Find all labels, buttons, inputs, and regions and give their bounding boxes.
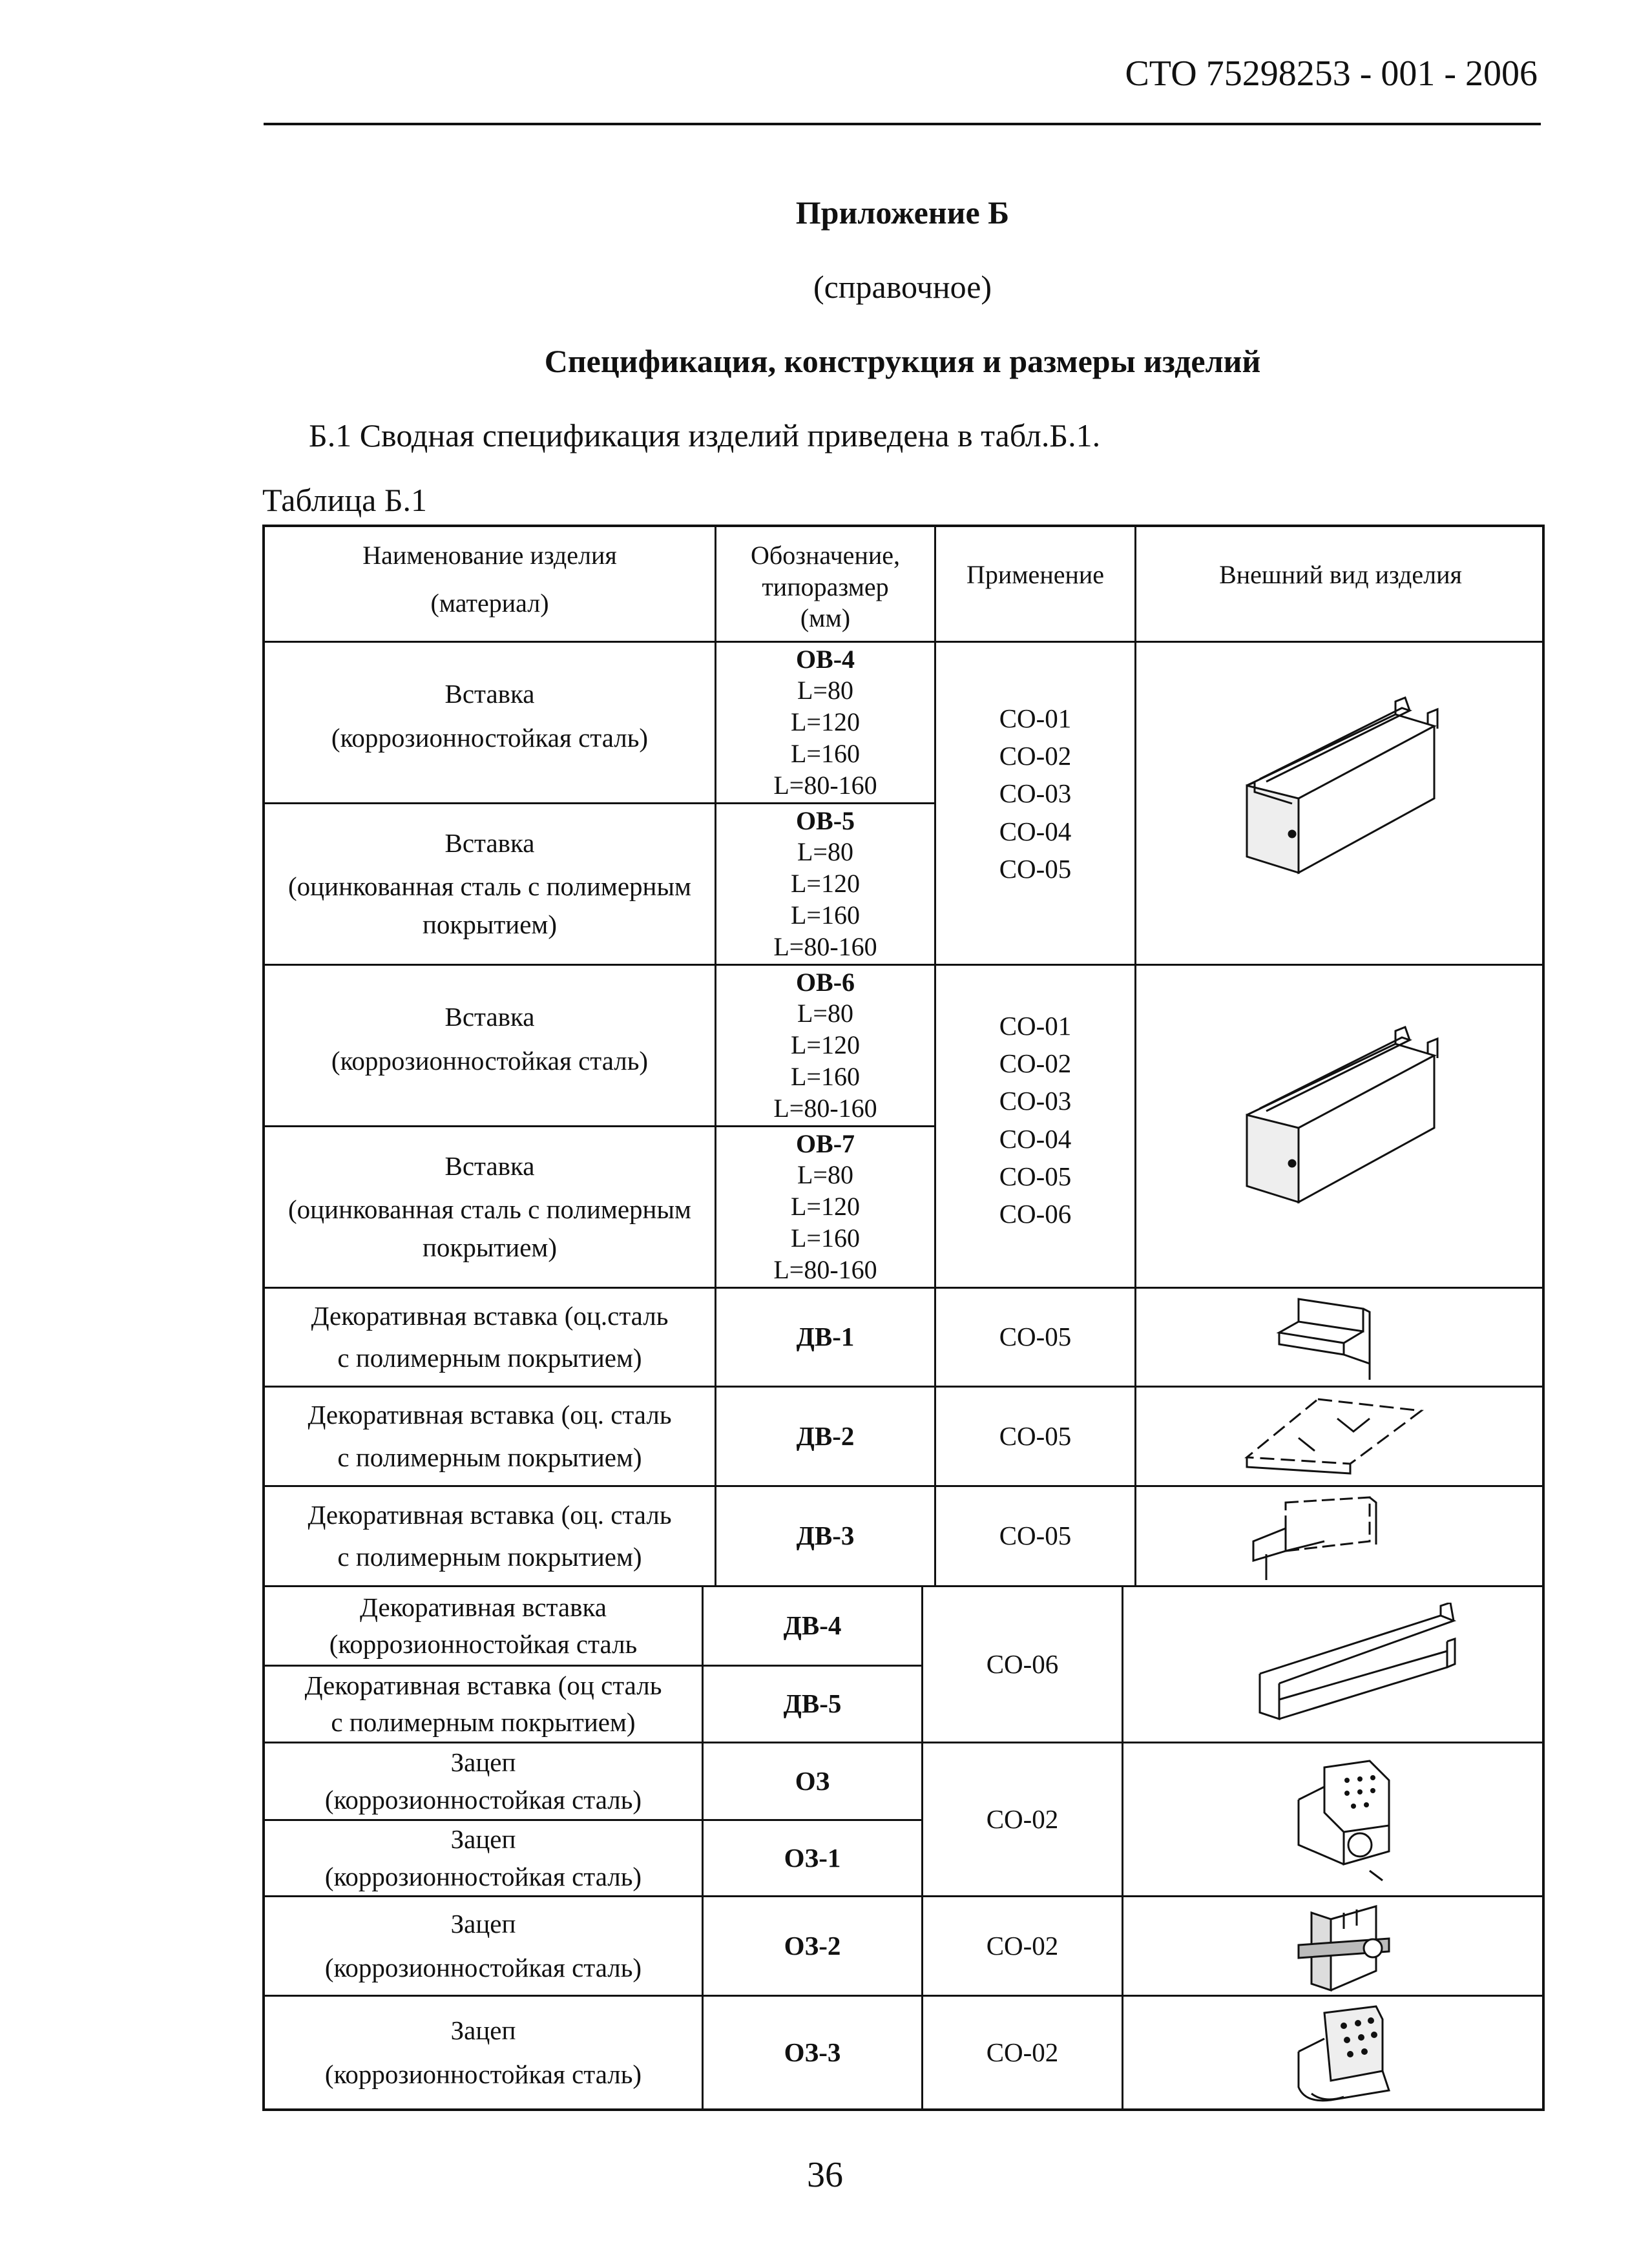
- table-row-dv1-code: ДВ-1: [796, 1322, 855, 1352]
- table-row-ov7-name: [265, 1127, 715, 1287]
- item-name: Зацеп: [450, 2015, 516, 2046]
- table-row-dv4-code: ДВ-4: [783, 1610, 842, 1641]
- document-code: СТО 75298253 - 001 - 2006: [1125, 54, 1538, 94]
- table-row-oz-code: ОЗ: [795, 1765, 830, 1796]
- table-row-ov7-code: [716, 1127, 934, 1287]
- application-code: СО-02: [999, 1048, 1072, 1079]
- item-size: L=160: [791, 1061, 860, 1091]
- application-oz-oz1: СО-02: [986, 1804, 1059, 1834]
- hook-oz2-image: [1292, 1900, 1395, 1993]
- col-divider: [1122, 1585, 1123, 2108]
- item-name: Декоративная вставка (оц сталь: [304, 1670, 662, 1700]
- item-material: (коррозионностойкая сталь): [324, 1861, 642, 1891]
- item-size: L=120: [791, 1030, 860, 1060]
- application-code: СО-04: [999, 1123, 1072, 1154]
- item-size: L=80: [797, 999, 853, 1028]
- table-caption: Таблица Б.1: [262, 482, 428, 518]
- item-size: L=120: [791, 869, 860, 899]
- table-row-ov6-name: [265, 966, 715, 1125]
- application-code: СО-05: [999, 853, 1072, 884]
- item-material: с полимерным покрытием): [337, 1542, 642, 1572]
- table-row-oz3-application: СО-02: [986, 2037, 1059, 2067]
- item-material: с полимерным покрытием): [331, 1707, 636, 1737]
- decorative-insert-dv3-image: [1247, 1490, 1389, 1583]
- item-size: L=80-160: [773, 1093, 877, 1123]
- col-divider: [1134, 527, 1136, 1585]
- item-name: Декоративная вставка (оц.сталь: [311, 1300, 669, 1331]
- item-material: покрытием): [422, 910, 558, 940]
- item-code: ОВ-5: [795, 806, 855, 835]
- item-name: Зацеп: [450, 1747, 516, 1778]
- item-name: Декоративная вставка: [360, 1592, 607, 1622]
- table-row-dv4-name: [265, 1587, 702, 1665]
- item-material: (коррозионностойкая сталь): [324, 1952, 642, 1982]
- item-size: L=80-160: [773, 770, 877, 800]
- hook-oz-oz1-image: [1286, 1754, 1415, 1884]
- item-size: L=80-160: [773, 931, 877, 961]
- application-dv4-dv5: СО-06: [986, 1649, 1059, 1679]
- table-row-dv1-application: СО-05: [999, 1322, 1072, 1352]
- table-row-dv3-application: СО-05: [999, 1521, 1072, 1551]
- header-appearance: Внешний вид изделия: [1219, 560, 1462, 589]
- table-row-oz2-application: СО-02: [986, 1930, 1059, 1961]
- item-size: L=120: [791, 707, 860, 737]
- intro-paragraph: Б.1 Сводная спецификация изделий приведена в табл.Б.1.: [309, 417, 1101, 453]
- table-row-ov6-code: [716, 966, 934, 1125]
- header-name: [265, 527, 715, 641]
- item-material: (оцинкованная сталь с полимерным: [288, 871, 691, 901]
- table-row-oz3-name: [265, 1997, 702, 2108]
- item-material: (коррозионностойкая сталь): [324, 1784, 642, 1815]
- application-code: СО-05: [999, 1161, 1072, 1191]
- table-row-oz-name: [265, 1743, 702, 1819]
- table-row-dv3-code: ДВ-3: [796, 1521, 855, 1551]
- header-application: Применение: [966, 560, 1105, 589]
- item-code: ОВ-4: [795, 644, 855, 674]
- item-material: (коррозионностойкая сталь): [331, 1045, 649, 1076]
- table-row-oz1-name: [265, 1821, 702, 1895]
- appendix-title: Приложение Б: [795, 194, 1010, 231]
- header-rule: [264, 123, 1541, 125]
- item-material: (коррозионностойкая сталь): [331, 722, 649, 753]
- item-material: (коррозионностойкая сталь: [329, 1629, 638, 1659]
- application-group-1: [936, 643, 1134, 964]
- decorative-insert-dv1-image: [1273, 1293, 1402, 1383]
- insert-ov4-ov5-image: [1240, 695, 1447, 876]
- item-name: Вставка: [444, 827, 535, 858]
- table-row-ov4-name: [265, 643, 715, 802]
- item-code: ОВ-6: [795, 967, 855, 997]
- table-row-oz3-code: ОЗ-3: [784, 2037, 841, 2067]
- header-designation: Обозначение, типоразмер (мм): [750, 540, 901, 633]
- item-size: L=80: [797, 837, 853, 867]
- application-group-2: [936, 966, 1134, 1287]
- header-material-text: (материал): [430, 588, 549, 618]
- item-material: с полимерным покрытием): [337, 1442, 642, 1472]
- table-row-dv2-application: СО-05: [999, 1420, 1072, 1451]
- item-size: L=160: [791, 738, 860, 768]
- header-name-text: Наименование изделия: [362, 541, 617, 570]
- item-material: (коррозионностойкая сталь): [324, 2059, 642, 2089]
- table-row-dv2-code: ДВ-2: [796, 1420, 855, 1451]
- table-row-ov4-code: [716, 643, 934, 802]
- item-name: Вставка: [444, 1002, 535, 1032]
- item-name: Декоративная вставка (оц. сталь: [308, 1400, 672, 1430]
- item-name: Вставка: [444, 1150, 535, 1181]
- table-row-oz2-name: [265, 1897, 702, 1995]
- appendix-subtitle: (справочное): [813, 269, 992, 305]
- table-row-dv1-name: [265, 1289, 715, 1386]
- item-material: с полимерным покрытием): [337, 1343, 642, 1373]
- insert-ov6-ov7-image: [1240, 1025, 1447, 1205]
- table-row-ov5-name: [265, 804, 715, 964]
- item-size: L=120: [791, 1192, 860, 1222]
- item-size: L=80: [797, 676, 853, 705]
- item-size: L=80: [797, 1160, 853, 1190]
- table-row-dv3-name: [265, 1487, 715, 1585]
- table-row-dv2-name: [265, 1388, 715, 1485]
- spec-table: [262, 525, 1545, 2111]
- table-row-ov5-code: [716, 804, 934, 964]
- decorative-insert-dv2-image: [1240, 1393, 1434, 1477]
- item-name: Зацеп: [450, 1824, 516, 1855]
- application-code: СО-01: [999, 703, 1072, 733]
- item-code: ОВ-7: [795, 1129, 855, 1158]
- application-code: СО-01: [999, 1010, 1072, 1041]
- application-code: СО-04: [999, 816, 1072, 846]
- appendix-heading: Спецификация, конструкция и размеры изделий: [544, 343, 1261, 379]
- decorative-insert-dv4-dv5-image: [1253, 1603, 1460, 1732]
- item-material: покрытием): [422, 1233, 558, 1263]
- application-code: СО-02: [999, 741, 1072, 771]
- item-size: L=80-160: [773, 1254, 877, 1284]
- application-code: СО-06: [999, 1198, 1072, 1229]
- item-size: L=160: [791, 900, 860, 930]
- item-name: Декоративная вставка (оц. сталь: [308, 1499, 672, 1530]
- item-name: Зацеп: [450, 1909, 516, 1939]
- table-row-dv5-code: ДВ-5: [783, 1689, 842, 1719]
- item-size: L=160: [791, 1223, 860, 1253]
- application-code: СО-03: [999, 1086, 1072, 1116]
- item-name: Вставка: [444, 679, 535, 709]
- table-row-dv5-name: [265, 1667, 702, 1742]
- application-code: СО-03: [999, 778, 1072, 809]
- table-row-oz2-code: ОЗ-2: [784, 1930, 841, 1961]
- table-row-oz1-code: ОЗ-1: [784, 1842, 841, 1873]
- page-number: 36: [807, 2155, 843, 2195]
- hook-oz3-image: [1286, 2000, 1402, 2107]
- item-material: (оцинкованная сталь с полимерным: [288, 1194, 691, 1224]
